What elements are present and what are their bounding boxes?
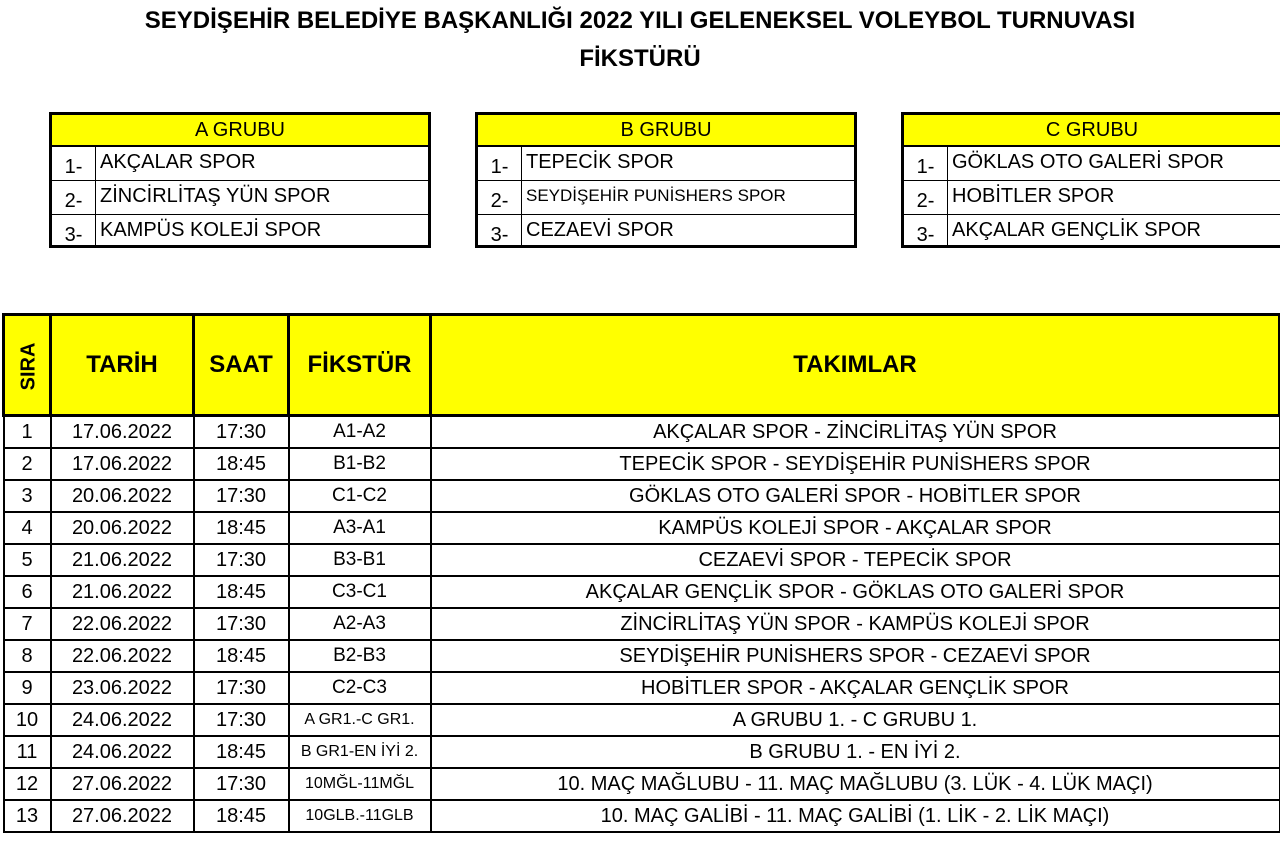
fixture-code: A2-A3 [289, 608, 431, 640]
fixture-sira: 12 [4, 768, 51, 800]
group-team-name: KAMPÜS KOLEJİ SPOR [100, 219, 322, 241]
fixture-sira: 2 [4, 448, 51, 480]
fixture-time: 18:45 [194, 800, 289, 832]
group-team-row [52, 215, 428, 248]
fixture-time: 17:30 [194, 544, 289, 576]
document-title: SEYDİŞEHİR BELEDİYE BAŞKANLIĞI 2022 YILI GELENEKSEL VOLEYBOL TURNUVASI [144, 7, 1136, 34]
document-subtitle: FİKSTÜRÜ [579, 45, 701, 72]
fixture-sira: 8 [4, 640, 51, 672]
fixture-sira: 11 [4, 736, 51, 768]
fixture-date: 21.06.2022 [51, 576, 194, 608]
group-team-name: AKÇALAR SPOR [100, 151, 256, 173]
fixture-time: 18:45 [194, 448, 289, 480]
group-box [901, 112, 1280, 248]
fixture-time: 17:30 [194, 416, 289, 449]
fixture-code: 10GLB.-11GLB [289, 800, 431, 832]
fixture-row [4, 608, 1280, 640]
fixture-code: B3-B1 [289, 544, 431, 576]
fixture-body [4, 416, 1280, 833]
fixture-date: 17.06.2022 [51, 416, 194, 449]
fixture-teams: SEYDİŞEHİR PUNİSHERS SPOR - CEZAEVİ SPOR [431, 640, 1280, 672]
fixture-row [4, 544, 1280, 576]
group-team-name: CEZAEVİ SPOR [526, 219, 674, 241]
fixture-date: 20.06.2022 [51, 512, 194, 544]
group-title: C GRUBU [904, 115, 1280, 147]
header-sira-label: SIRA [17, 342, 40, 391]
fixture-sira: 6 [4, 576, 51, 608]
fixture-time: 18:45 [194, 640, 289, 672]
fixture-time: 18:45 [194, 736, 289, 768]
fixture-row [4, 640, 1280, 672]
header-saat: SAAT [194, 315, 289, 416]
fixture-teams: 10. MAÇ GALİBİ - 11. MAÇ GALİBİ (1. LİK - 2. LİK MAÇI) [431, 800, 1280, 832]
fixture-code: A3-A1 [289, 512, 431, 544]
fixture-date: 22.06.2022 [51, 640, 194, 672]
fixture-time: 17:30 [194, 704, 289, 736]
fixture-header-row [4, 315, 1280, 416]
fixture-row [4, 576, 1280, 608]
group-team-name: AKÇALAR GENÇLİK SPOR [952, 219, 1201, 241]
fixture-code: B1-B2 [289, 448, 431, 480]
header-fikstur: FİKSTÜR [289, 315, 431, 416]
group-team-row [52, 181, 428, 215]
fixture-teams: AKÇALAR SPOR - ZİNCİRLİTAŞ YÜN SPOR [431, 416, 1280, 449]
fixture-time: 17:30 [194, 608, 289, 640]
fixture-row [4, 416, 1280, 449]
group-team-number: 3- [52, 215, 96, 248]
fixture-code: B GR1-EN İYİ 2. [289, 736, 431, 768]
fixture-code: C1-C2 [289, 480, 431, 512]
fixture-code: C2-C3 [289, 672, 431, 704]
fixture-code: C3-C1 [289, 576, 431, 608]
group-box [475, 112, 857, 248]
fixture-time: 17:30 [194, 672, 289, 704]
fixture-time: 17:30 [194, 480, 289, 512]
fixture-sira: 7 [4, 608, 51, 640]
fixture-date: 27.06.2022 [51, 768, 194, 800]
fixture-date: 22.06.2022 [51, 608, 194, 640]
fixture-sira: 4 [4, 512, 51, 544]
fixture-row [4, 768, 1280, 800]
fixture-teams: TEPECİK SPOR - SEYDİŞEHİR PUNİSHERS SPOR [431, 448, 1280, 480]
group-team-name: ZİNCİRLİTAŞ YÜN SPOR [100, 185, 331, 207]
group-team-name: HOBİTLER SPOR [952, 185, 1115, 207]
group-team-name: TEPECİK SPOR [526, 151, 674, 173]
group-team-number: 2- [52, 181, 96, 214]
fixture-code: 10MĞL-11MĞL [289, 768, 431, 800]
fixture-row [4, 512, 1280, 544]
group-team-name: GÖKLAS OTO GALERİ SPOR [952, 151, 1224, 173]
fixture-date: 24.06.2022 [51, 736, 194, 768]
fixture-code: A1-A2 [289, 416, 431, 449]
fixture-date: 21.06.2022 [51, 544, 194, 576]
header-takimlar: TAKIMLAR [431, 315, 1280, 416]
fixture-time: 18:45 [194, 576, 289, 608]
group-team-number: 2- [904, 181, 948, 214]
group-team-number: 1- [478, 147, 522, 180]
fixture-date: 23.06.2022 [51, 672, 194, 704]
group-team-row [904, 181, 1280, 215]
group-box [49, 112, 431, 248]
group-team-row [904, 215, 1280, 248]
fixture-teams: HOBİTLER SPOR - AKÇALAR GENÇLİK SPOR [431, 672, 1280, 704]
fixture-teams: B GRUBU 1. - EN İYİ 2. [431, 736, 1280, 768]
group-title: A GRUBU [52, 115, 428, 147]
group-team-row [478, 181, 854, 215]
fixture-sira: 3 [4, 480, 51, 512]
fixture-sira: 5 [4, 544, 51, 576]
fixture-row [4, 800, 1280, 832]
fixture-time: 18:45 [194, 512, 289, 544]
fixture-teams: A GRUBU 1. - C GRUBU 1. [431, 704, 1280, 736]
header-sira [4, 315, 51, 416]
group-team-number: 3- [904, 215, 948, 248]
fixture-row [4, 480, 1280, 512]
fixture-table [2, 313, 1280, 833]
fixture-row [4, 736, 1280, 768]
fixture-date: 20.06.2022 [51, 480, 194, 512]
fixture-row [4, 704, 1280, 736]
fixture-teams: ZİNCİRLİTAŞ YÜN SPOR - KAMPÜS KOLEJİ SPOR [431, 608, 1280, 640]
fixture-date: 24.06.2022 [51, 704, 194, 736]
fixture-teams: 10. MAÇ MAĞLUBU - 11. MAÇ MAĞLUBU (3. LÜK - 4. LÜK MAÇI) [431, 768, 1280, 800]
group-team-row [52, 147, 428, 181]
fixture-code: A GR1.-C GR1. [289, 704, 431, 736]
group-team-row [478, 215, 854, 248]
fixture-teams: KAMPÜS KOLEJİ SPOR - AKÇALAR SPOR [431, 512, 1280, 544]
fixture-sira: 9 [4, 672, 51, 704]
fixture-row [4, 672, 1280, 704]
group-team-number: 1- [904, 147, 948, 180]
fixture-sira: 10 [4, 704, 51, 736]
group-team-row [904, 147, 1280, 181]
fixture-code: B2-B3 [289, 640, 431, 672]
fixture-teams: CEZAEVİ SPOR - TEPECİK SPOR [431, 544, 1280, 576]
fixture-row [4, 448, 1280, 480]
group-team-name: SEYDİŞEHİR PUNİSHERS SPOR [526, 186, 786, 205]
fixture-date: 17.06.2022 [51, 448, 194, 480]
fixture-date: 27.06.2022 [51, 800, 194, 832]
fixture-time: 17:30 [194, 768, 289, 800]
fixture-sira: 13 [4, 800, 51, 832]
group-team-number: 2- [478, 181, 522, 214]
group-team-number: 3- [478, 215, 522, 248]
group-title: B GRUBU [478, 115, 854, 147]
fixture-teams: AKÇALAR GENÇLİK SPOR - GÖKLAS OTO GALERİ SPOR [431, 576, 1280, 608]
fixture-sira: 1 [4, 416, 51, 449]
fixture-teams: GÖKLAS OTO GALERİ SPOR - HOBİTLER SPOR [431, 480, 1280, 512]
group-team-row [478, 147, 854, 181]
group-team-number: 1- [52, 147, 96, 180]
header-tarih: TARİH [51, 315, 194, 416]
